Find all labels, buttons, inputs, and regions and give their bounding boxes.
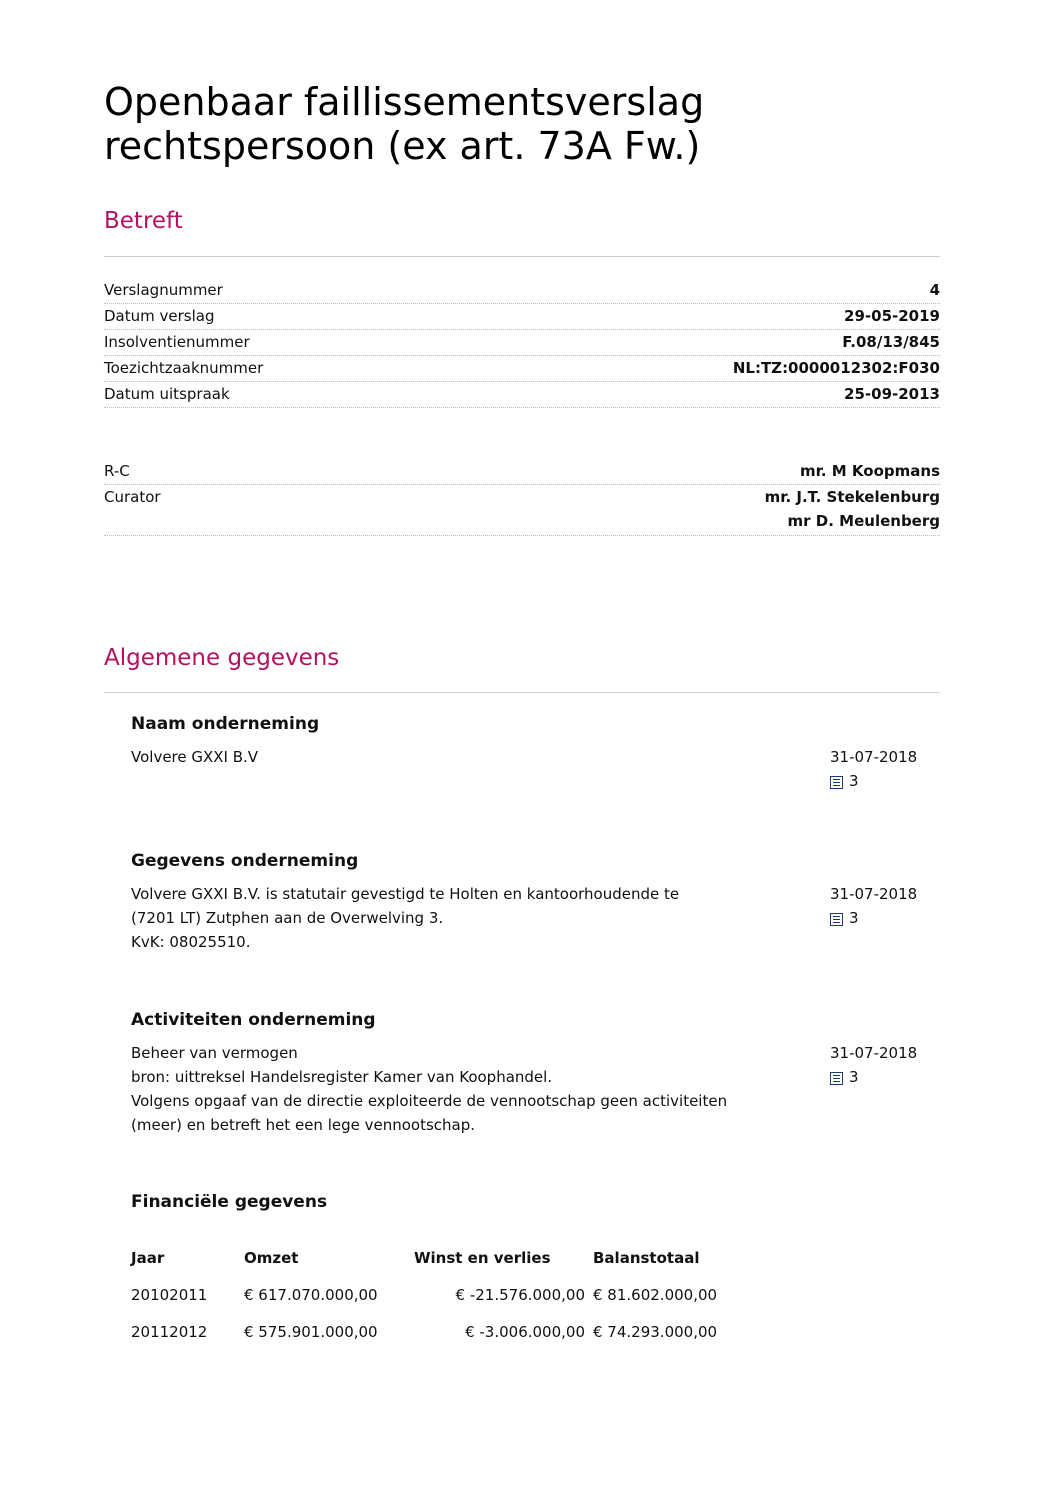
section-title-betreft: Betreft: [104, 208, 183, 234]
column-header-omzet: Omzet: [244, 1249, 299, 1267]
block-naam-onderneming: [131, 711, 940, 793]
column-header-jaar: Jaar: [131, 1249, 165, 1267]
table-row: [131, 1276, 753, 1313]
officials-list: [104, 459, 940, 536]
block-heading: Naam onderneming: [131, 714, 320, 734]
block-text: [131, 882, 801, 954]
detail-row-datum-verslag: [104, 304, 940, 330]
text-line: bron: uittreksel Handelsregister Kamer van Koophandel.: [131, 1068, 553, 1086]
official-label: R-C: [104, 462, 130, 480]
block-heading: Financiële gegevens: [131, 1192, 328, 1212]
block-heading: Gegevens onderneming: [131, 851, 359, 871]
block-activiteiten-onderneming: [131, 1007, 940, 1137]
report-reference-link[interactable]: [830, 906, 940, 930]
cell-jaar: 20102011: [131, 1285, 208, 1304]
entry-date: 31-07-2018: [830, 1044, 918, 1062]
official-names: [765, 485, 940, 533]
detail-label: Toezichtzaaknummer: [104, 359, 264, 377]
text-line: (meer) en betreft het een lege vennootschap.: [131, 1116, 476, 1134]
table-header-row: [131, 1240, 753, 1276]
official-name: mr D. Meulenberg: [787, 512, 940, 530]
text-line: Beheer van vermogen: [131, 1044, 298, 1062]
document-icon: [830, 1072, 843, 1085]
cell-omzet: € 617.070.000,00: [244, 1285, 378, 1304]
report-reference-link[interactable]: [830, 769, 940, 793]
detail-label: Verslagnummer: [104, 281, 223, 299]
section-title-algemene-gegevens: Algemene gegevens: [104, 645, 340, 671]
case-details-list: [104, 278, 940, 408]
block-financiele-gegevens: [131, 1189, 940, 1215]
report-reference-number: 3: [849, 909, 859, 927]
block-gegevens-onderneming: [131, 848, 940, 954]
block-body: [131, 882, 940, 954]
financial-table: [131, 1240, 753, 1350]
official-label: Curator: [104, 488, 161, 506]
cell-omzet: € 575.901.000,00: [244, 1322, 378, 1341]
document-icon: [830, 913, 843, 926]
block-meta: [830, 745, 940, 793]
detail-value: F.08/13/845: [842, 333, 940, 351]
cell-balanstotaal: € 74.293.000,00: [593, 1322, 718, 1341]
column-header-winst-en-verlies: Winst en verlies: [414, 1249, 551, 1267]
title-line-1: Openbaar faillissementsverslag: [104, 80, 705, 124]
block-meta: [830, 1041, 940, 1137]
block-text: [131, 745, 801, 793]
text-line: KvK: 08025510.: [131, 933, 251, 951]
block-heading: Activiteiten onderneming: [131, 1010, 376, 1030]
official-name: mr. J.T. Stekelenburg: [764, 488, 940, 506]
table-row: [131, 1313, 753, 1350]
text-line: Volvere GXXI B.V. is statutair gevestigd te Holten en kantoorhoudende te: [131, 885, 680, 903]
cell-jaar: 20112012: [131, 1322, 208, 1341]
report-reference-link[interactable]: [830, 1065, 940, 1089]
official-name: mr. M Koopmans: [799, 462, 940, 480]
entry-date: 31-07-2018: [830, 748, 918, 766]
detail-value: NL:TZ:0000012302:F030: [732, 359, 940, 377]
block-body: [131, 745, 940, 793]
report-reference-number: 3: [849, 1068, 859, 1086]
entry-date: 31-07-2018: [830, 885, 918, 903]
detail-label: Datum verslag: [104, 307, 215, 325]
detail-label: Datum uitspraak: [104, 385, 230, 403]
detail-value: 25-09-2013: [844, 385, 940, 403]
detail-row-datum-uitspraak: [104, 382, 940, 408]
title-line-2: rechtspersoon (ex art. 73A Fw.): [104, 124, 701, 168]
block-meta: [830, 882, 940, 954]
official-row-curator: [104, 485, 940, 536]
block-body: [131, 1041, 940, 1137]
cell-winst-en-verlies: € -21.576.000,00: [455, 1285, 585, 1304]
block-text: [131, 1041, 801, 1137]
detail-value: 4: [929, 281, 940, 299]
cell-balanstotaal: € 81.602.000,00: [593, 1285, 718, 1304]
detail-row-toezichtzaaknummer: [104, 356, 940, 382]
text-line: Volgens opgaaf van de directie exploiteerde de vennootschap geen activiteiten: [131, 1092, 728, 1110]
detail-row-verslagnummer: [104, 278, 940, 304]
document-icon: [830, 776, 843, 789]
report-reference-number: 3: [849, 772, 859, 790]
column-header-balanstotaal: Balanstotaal: [593, 1249, 700, 1267]
detail-label: Insolventienummer: [104, 333, 250, 351]
text-line: (7201 LT) Zutphen aan de Overwelving 3.: [131, 909, 444, 927]
section-divider: [104, 256, 940, 257]
section-divider: [104, 692, 940, 693]
official-row-rc: [104, 459, 940, 485]
detail-row-insolventienummer: [104, 330, 940, 356]
text-line: Volvere GXXI B.V: [131, 748, 259, 766]
detail-value: 29-05-2019: [844, 307, 940, 325]
page-title: [104, 80, 940, 168]
cell-winst-en-verlies: € -3.006.000,00: [465, 1322, 585, 1341]
